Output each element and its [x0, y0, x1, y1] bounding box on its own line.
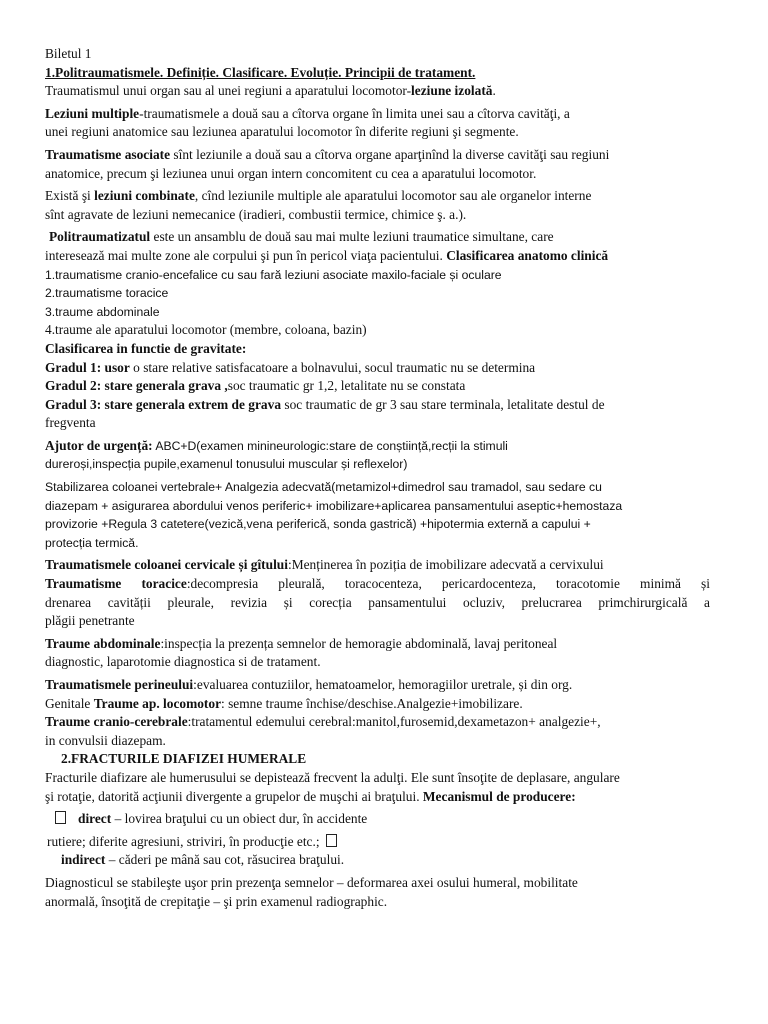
paragraph-associated-trauma-cont: anatomice, precum şi leziunea unui organ intern concomitent cu cea a aparatului locomotor. — [45, 165, 537, 181]
stabilization-paragraph-cont: protecția termică. — [45, 535, 139, 550]
emergency-aid-cont: dureroși,inspecția pupile,examenul tonusului muscular și reflexelor) — [45, 457, 408, 472]
abdominal-trauma-cont: diagnostic, laparotomie diagnostica si de tratament. — [45, 654, 321, 670]
humeral-fracture-intro: Fracturile diafizare ale humerusului se depistează frecvent la adulţi. Ele sunt însoţite de deplasare, angulare — [45, 769, 620, 785]
abdominal-trauma: Traume abdominale:inspecția la prezența semnelor de hemoragie abdominală, lavaj peritoneal — [45, 635, 558, 651]
thoracic-trauma-cont: plăgii penetrante — [45, 613, 135, 629]
section-1-heading: 1.Politraumatismele. Definiție. Clasificare. Evoluție. Principii de tratament. — [45, 64, 476, 80]
stabilization-paragraph: Stabilizarea coloanei vertebrale+ Analgezia adecvată(metamizol+dimedrol sau tramadol, sau sedare cu — [45, 480, 602, 495]
list-item: 3.traume abdominale — [45, 304, 160, 319]
mechanism-direct-cont: rutiere; diferite agresiuni, striviri, în producţie etc.; — [45, 833, 710, 852]
paragraph-multiple-lesions-cont: unei regiuni anatomice sau leziunea aparatului locomotor în diferite regiuni şi segmente. — [45, 124, 519, 140]
stabilization-paragraph-cont: diazepam + asigurarea abordului venos periferic+ imobilizare+aplicarea pansamentului aseptic+hemostaza — [45, 498, 623, 513]
diagnosis-paragraph: Diagnosticul se stabileşte uşor prin prezenţa semnelor – deformarea axei osului humeral, mobilitate — [45, 874, 578, 890]
perineal-trauma: Traumatismele perineului:evaluarea contuziilor, hematoamelor, hemoragiilor uretrale, și din org. — [45, 677, 573, 692]
paragraph-combined-lesions-cont: sînt agravate de leziuni nemecanice (iradieri, combustii termice, chimice ş. a.). — [45, 206, 467, 222]
list-item: 4.traume ale aparatului locomotor (membre, coloana, bazin) — [45, 322, 367, 338]
paragraph-combined-lesions: Există şi leziuni combinate, cînd leziunile multiple ale aparatului locomotor sau ale organelor interne — [45, 188, 592, 204]
severity-grade-1: Gradul 1: usor o stare relative satisfacatoare a bolnavului, socul traumatic nu se determina — [45, 359, 536, 375]
craniocerebral-trauma: Traume cranio-cerebrale:tratamentul edemului cerebral:manitol,furosemid,dexametazon+ analgezie+, — [45, 714, 601, 730]
paragraph-multiple-lesions: Leziuni multiple-traumatismele a două sau a cîtorva organe în limita unei sau a cîtorva cavităţi, a — [45, 105, 570, 121]
severity-heading: Clasificarea in functie de gravitate: — [45, 340, 247, 356]
thoracic-trauma: Traumatisme toracice:decompresia pleurală, toracocenteza, pericardocenteza, toracotomie minimă și — [45, 576, 710, 592]
section-2-heading: 2.FRACTURILE DIAFIZEI HUMERALE — [61, 751, 307, 767]
bullet-box-icon — [55, 811, 66, 824]
severity-grade-2: Gradul 2: stare generala grava ,soc traumatic gr 1,2, letalitate nu se constata — [45, 378, 466, 394]
severity-grade-3: Gradul 3: stare generala extrem de grava soc traumatic de gr 3 sau stare terminala, letalitate destul de — [45, 396, 605, 412]
list-item: 2.traumatisme toracice — [45, 286, 169, 301]
document-body — [45, 45, 710, 911]
craniocerebral-trauma-cont: in convulsii diazepam. — [45, 732, 166, 748]
emergency-aid: Ajutor de urgență: ABC+D(examen minineurologic:stare de conștiință,recții la stimuli — [45, 437, 508, 453]
mechanism-indirect: indirect – căderi pe mână sau cot, răsucirea braţului. — [61, 852, 345, 868]
paragraph-polytrauma-definition-cont: interesează mai multe zone ale corpului şi pun în pericol viaţa pacientului. Clasificarea anatomo clinică — [45, 247, 609, 263]
diagnosis-paragraph-cont: anormală, însoţită de crepitaţie – şi prin examenul radiographic. — [45, 893, 388, 909]
locomotor-trauma: Genitale Traume ap. locomotor: semne traume închise/deschise.Analgezie+imobilizare. — [45, 695, 523, 711]
mechanism-direct: direct – lovirea braţului cu un obiect dur, în accidente — [45, 810, 710, 829]
stabilization-paragraph-cont: provizorie +Regula 3 catetere(vezică,vena periferică, sonda gastrică) +hipotermia externă a capului + — [45, 517, 591, 532]
paragraph-associated-trauma: Traumatisme asociate sînt leziunile a două sau a cîtorva organe aparţinînd la diverse cavităţi sau regiuni — [45, 146, 610, 162]
ticket-title: Biletul 1 — [45, 46, 92, 61]
paragraph-polytrauma-definition: Politraumatizatul este un ansamblu de două sau mai multe leziuni traumatice simultane, care — [49, 229, 554, 245]
severity-grade-3-cont: fregventa — [45, 415, 96, 431]
humeral-fracture-intro-cont: şi rotaţie, datorită acţiunii divergente a grupelor de muşchi ai braţului. Mecanismul de producere: — [45, 788, 576, 804]
thoracic-trauma-cont: drenarea cavității pleurale, revizia și corecția pansamentului ocluziv, prelucrarea primchirurgicală a — [45, 594, 710, 610]
bullet-box-icon — [326, 834, 337, 847]
list-item: 1.traumatisme cranio-encefalice cu sau fară leziuni asociate maxilo-faciale și oculare — [45, 267, 502, 282]
cervical-spine-trauma: Traumatismele coloanei cervicale și gîtului:Menținerea în poziția de imobilizare adecvată a cervixului — [45, 557, 604, 573]
paragraph-isolated-lesion: Traumatismul unui organ sau al unei regiuni a aparatului locomotor-leziune izolată. — [45, 83, 496, 99]
